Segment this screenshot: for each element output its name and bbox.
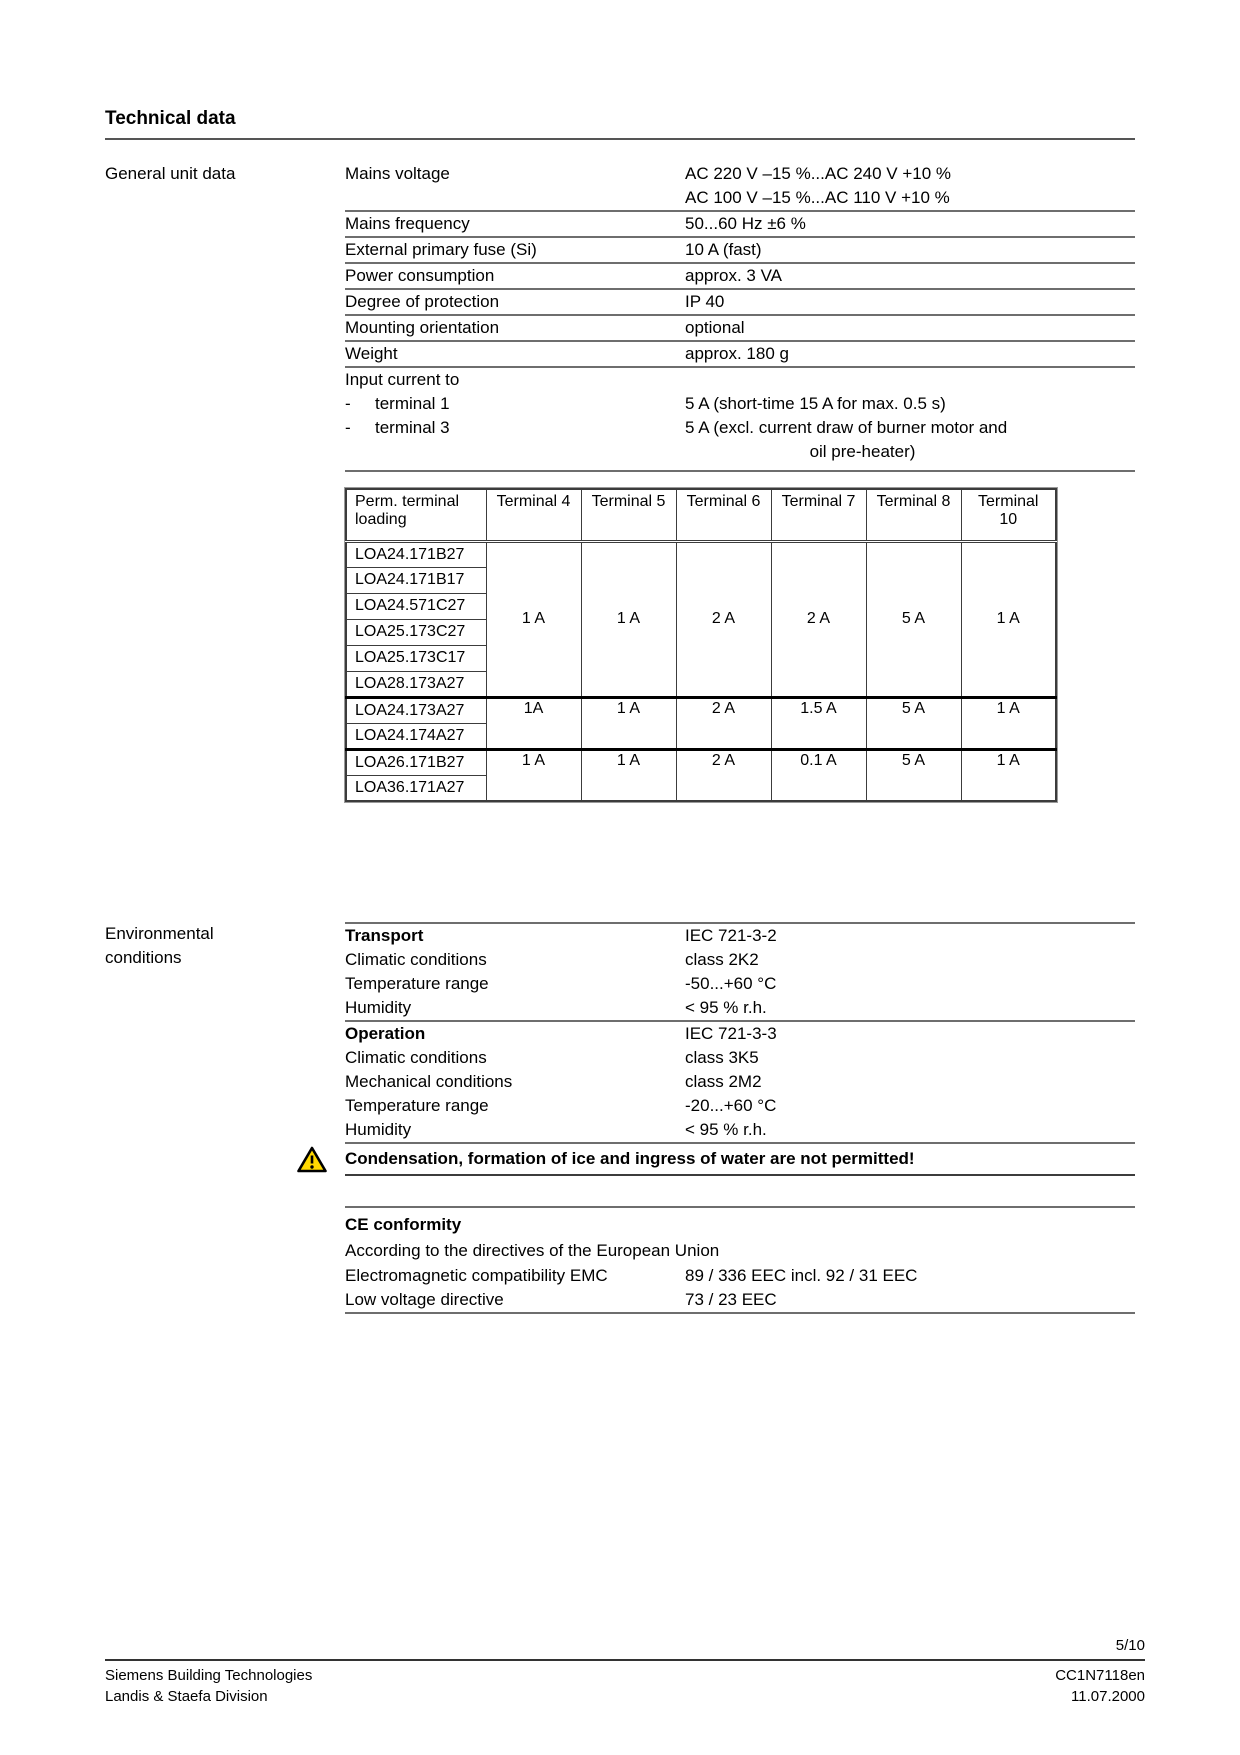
model-cell: LOA28.173A27	[346, 671, 486, 697]
value-cell: 1A	[486, 697, 581, 749]
spec-label: Transport	[345, 926, 424, 945]
spec-value-line1: AC 220 V –15 %...AC 240 V +10 %	[685, 164, 952, 183]
model-cell: LOA24.171B27	[346, 541, 486, 567]
spec-label: Low voltage directive	[345, 1290, 504, 1309]
spec-value	[685, 416, 1135, 464]
spec-value: approx. 180 g	[685, 344, 789, 363]
env-row-climatic-transport	[345, 948, 1135, 972]
spec-value-line2: AC 100 V –15 %...AC 110 V +10 %	[685, 188, 950, 207]
table-header-row	[346, 489, 1056, 541]
warning-text: Condensation, formation of ice and ingress of water are not permitted!	[345, 1149, 915, 1168]
col-header-terminal-7: Terminal 7	[771, 489, 866, 541]
footer-doc-date: 11.07.2000	[1071, 1688, 1145, 1705]
spec-row-external-fuse	[345, 238, 1135, 264]
spec-label: Climatic conditions	[345, 950, 487, 969]
spec-value: approx. 3 VA	[685, 266, 783, 285]
condensation-warning	[345, 1144, 1135, 1176]
spec-label: Mounting orientation	[345, 318, 500, 337]
ce-conformity-block	[345, 1206, 1135, 1314]
model-cell: LOA36.171A27	[346, 775, 486, 801]
spec-label: Power consumption	[345, 266, 495, 285]
spec-value	[685, 162, 1135, 210]
terminal-loading-table	[345, 488, 1057, 802]
general-spec-list	[345, 162, 1135, 802]
spec-label: Humidity	[345, 998, 412, 1017]
footer-doc-info	[1055, 1665, 1145, 1707]
spec-label: Humidity	[345, 1120, 412, 1139]
value-cell: 5 A	[866, 697, 961, 749]
spec-value: 50...60 Hz ±6 %	[685, 214, 806, 233]
col-header-perm-terminal-loading: Perm. terminal loading	[346, 489, 486, 541]
env-row-humidity-operation	[345, 1118, 1135, 1144]
spec-value: IP 40	[685, 292, 725, 311]
spec-label: Mains voltage	[345, 164, 450, 183]
spec-label: External primary fuse (Si)	[345, 240, 537, 259]
spec-row-terminal-3	[345, 416, 1135, 472]
page-number: 5/10	[105, 1637, 1145, 1661]
spec-row-mounting-orientation	[345, 316, 1135, 342]
dash-bullet: -	[345, 394, 351, 413]
model-cell: LOA25.173C27	[346, 619, 486, 645]
spec-label: Degree of protection	[345, 292, 500, 311]
spec-label-text: terminal 1	[375, 394, 450, 413]
value-cell: 1 A	[961, 697, 1056, 749]
spec-label: Climatic conditions	[345, 1048, 487, 1067]
spec-value: 10 A (fast)	[685, 240, 762, 259]
spec-value: IEC 721-3-2	[685, 926, 777, 945]
ce-title: CE conformity	[345, 1215, 462, 1234]
spec-row-degree-of-protection	[345, 290, 1135, 316]
spec-value	[685, 368, 1135, 392]
col-header-terminal-6: Terminal 6	[676, 489, 771, 541]
spec-value: -20...+60 °C	[685, 1096, 777, 1115]
col-header-terminal-5: Terminal 5	[581, 489, 676, 541]
spec-value-line1: 5 A (excl. current draw of burner motor and	[685, 418, 1008, 437]
spec-row-mains-frequency	[345, 212, 1135, 238]
model-cell: LOA26.171B27	[346, 749, 486, 775]
model-cell: LOA24.174A27	[346, 723, 486, 749]
value-cell: 1 A	[486, 749, 581, 801]
spec-value: -50...+60 °C	[685, 974, 777, 993]
spec-value: IEC 721-3-3	[685, 1024, 777, 1043]
spec-row-mains-voltage	[345, 162, 1135, 212]
section-general-unit-data	[105, 162, 1135, 802]
env-row-humidity-transport	[345, 996, 1135, 1022]
environment-spec-list	[345, 922, 1135, 1314]
footer-columns	[105, 1661, 1145, 1707]
spec-label: Operation	[345, 1024, 426, 1043]
value-cell: 0.1 A	[771, 749, 866, 801]
spec-value: optional	[685, 318, 745, 337]
model-cell: LOA25.173C17	[346, 645, 486, 671]
spec-value: 5 A (short-time 15 A for max. 0.5 s)	[685, 394, 946, 413]
spec-label: Temperature range	[345, 1096, 489, 1115]
model-cell: LOA24.171B17	[346, 567, 486, 593]
section-label-general: General unit data	[105, 164, 236, 183]
footer-company-line2: Landis & Staefa Division	[105, 1688, 268, 1705]
value-cell: 2 A	[676, 541, 771, 697]
value-cell: 1 A	[581, 541, 676, 697]
spec-value: < 95 % r.h.	[685, 1120, 767, 1139]
footer-company-line1: Siemens Building Technologies	[105, 1667, 313, 1684]
col-header-terminal-4: Terminal 4	[486, 489, 581, 541]
spec-label: Mains frequency	[345, 214, 470, 233]
spec-value: < 95 % r.h.	[685, 998, 767, 1017]
spec-label: Mechanical conditions	[345, 1072, 513, 1091]
value-cell: 1 A	[961, 749, 1056, 801]
col-header-terminal-8: Terminal 8	[866, 489, 961, 541]
env-row-transport	[345, 924, 1135, 948]
env-row-climatic-operation	[345, 1046, 1135, 1070]
col-header-terminal-10: Terminal 10	[961, 489, 1056, 541]
env-row-temperature-transport	[345, 972, 1135, 996]
ce-row-low-voltage	[345, 1288, 1135, 1314]
spec-label: Temperature range	[345, 974, 489, 993]
spec-label: Electromagnetic compatibility EMC	[345, 1266, 608, 1285]
table-row	[346, 697, 1056, 723]
spec-label: Input current to	[345, 370, 460, 389]
spec-label-text: terminal 3	[375, 418, 450, 437]
model-cell: LOA24.571C27	[346, 593, 486, 619]
ce-row-emc	[345, 1264, 1135, 1288]
spec-value: class 3K5	[685, 1048, 759, 1067]
value-cell: 1 A	[581, 697, 676, 749]
spec-row-input-current	[345, 368, 1135, 392]
table-row	[346, 541, 1056, 567]
spec-value: class 2M2	[685, 1072, 762, 1091]
value-cell: 2 A	[676, 697, 771, 749]
value-cell: 1 A	[581, 749, 676, 801]
ce-intro: According to the directives of the European Union	[345, 1241, 720, 1260]
spec-value: class 2K2	[685, 950, 759, 969]
spec-row-terminal-1	[345, 392, 1135, 416]
spec-value: 89 / 336 EEC incl. 92 / 31 EEC	[685, 1266, 918, 1285]
value-cell: 1 A	[486, 541, 581, 697]
spec-value: 73 / 23 EEC	[685, 1290, 777, 1309]
value-cell: 5 A	[866, 541, 961, 697]
env-row-mechanical-operation	[345, 1070, 1135, 1094]
table-row	[346, 749, 1056, 775]
section-label-environment: Environmental conditions	[105, 924, 214, 967]
spec-value-line2: oil pre-heater)	[809, 442, 916, 461]
spec-row-weight	[345, 342, 1135, 368]
value-cell: 2 A	[676, 749, 771, 801]
spec-row-power-consumption	[345, 264, 1135, 290]
dash-bullet: -	[345, 418, 351, 437]
value-cell: 5 A	[866, 749, 961, 801]
section-environmental-conditions	[105, 922, 1135, 1314]
page-footer	[105, 1637, 1145, 1707]
value-cell: 1.5 A	[771, 697, 866, 749]
env-row-operation	[345, 1022, 1135, 1046]
ce-rows	[345, 1264, 1135, 1314]
spec-label: Weight	[345, 344, 398, 363]
model-cell: LOA24.173A27	[346, 697, 486, 723]
value-cell: 2 A	[771, 541, 866, 697]
spec-label	[345, 416, 685, 464]
footer-company	[105, 1665, 312, 1707]
value-cell: 1 A	[961, 541, 1056, 697]
footer-doc-number: CC1N7118en	[1055, 1667, 1145, 1684]
warning-triangle-icon	[297, 1146, 327, 1173]
page-title: Technical data	[105, 108, 1135, 140]
env-row-temperature-operation	[345, 1094, 1135, 1118]
spec-label	[345, 392, 685, 416]
